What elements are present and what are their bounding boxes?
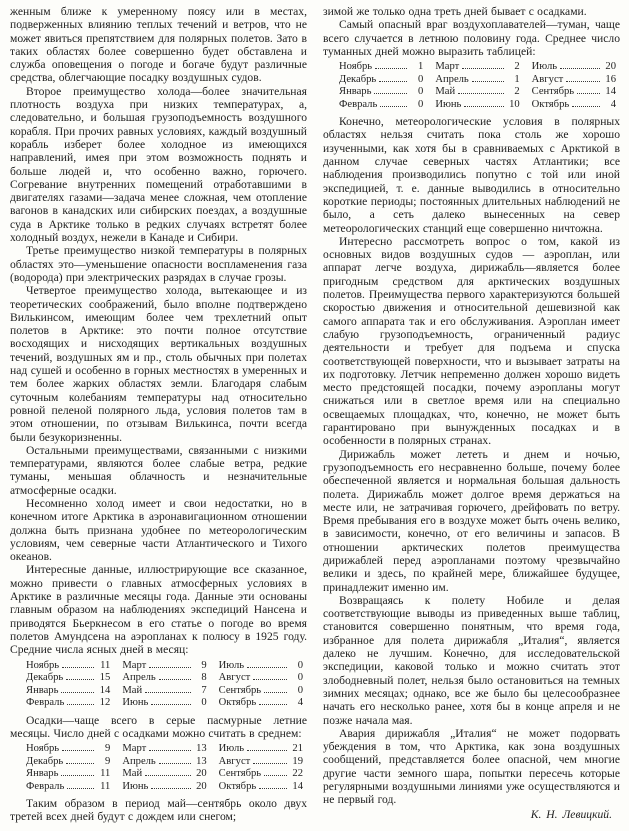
day-count: 7 xyxy=(201,684,207,696)
table-row xyxy=(339,61,618,74)
paragraph: Осадки—чаще всего в серые пасмурные летние месяцы. Число дней с осадками можно считать в среднем: xyxy=(10,713,307,740)
month-value-cell xyxy=(219,756,305,769)
day-count: 20 xyxy=(196,768,207,780)
dot-leader xyxy=(149,667,190,668)
dot-leader xyxy=(247,667,287,668)
paragraph: Интересно рассмотреть вопрос о том, какой из основных видов воздушных судов — аэроплан, или аппарат легче воздуха, дирижабль—является более пригодным средством для арктических воздушных полетов. Преимущества первого характеризуются большей скоростью движения и относительной дешевизной как самого аппарата так и его обслуживания. Аэроплан имеет слабую грузоподъемность, ограниченный радиус деятельности и требует для подъема и спуска соответствующей поверхности, что и вызывает затраты на их подготовку. Летчик непременно должен хорошо видеть место предстоящей посадки, почему аэропланы могут снижаться или в светлое время или на специально освещаемых площадках, что, конечно, не может быть гарантировано при вынужденных посадках и в особенности в полярных странах. xyxy=(323,234,620,448)
month-value-cell xyxy=(219,685,305,698)
paragraph: Возвращаясь к полету Нобиле и делая соответствующие выводы из приведенных выше таблиц, становится совершенно понятным, что время года, избранное для полета дирижабля „Италия“, является далеко не лучшим. Конечно, для исследовательской экспедиции, каковой только и можно считать этот злободневный полет, нельзя было остановиться на темных зимних месяцах; однако, все же было бы целесообразнее начать его несколько ранее, хотя бы в конце апреля и не позже начала мая. xyxy=(323,593,620,727)
dot-leader xyxy=(67,704,94,705)
month-value-cell xyxy=(122,697,218,710)
table-row xyxy=(26,672,305,685)
day-count: 4 xyxy=(610,98,616,110)
dot-leader xyxy=(374,93,407,94)
month-label: Август xyxy=(218,755,251,767)
dot-leader xyxy=(159,679,191,680)
month-value-cell xyxy=(219,697,305,710)
paragraph: Самый опасный враг воздухоплавателей—туман, чаще всего случается в летнюю половину года. Среднее число туманных дней можно выразить таблицей: xyxy=(323,18,620,58)
month-label: Ноябрь xyxy=(26,659,60,671)
month-value-cell xyxy=(26,672,122,685)
day-count: 13 xyxy=(196,755,207,767)
month-label: Ноябрь xyxy=(26,743,60,755)
month-value-cell xyxy=(339,86,435,99)
month-value-cell xyxy=(122,660,218,673)
day-count: 0 xyxy=(201,697,207,709)
paragraph: Четвертое преимущество холода, вытекающее и из теоретических соображений, было вполне подтверждено Вилькинсом, имеющим более чем трехлетний опыт полетов в Арктике: это почти полное отсутствие восходящих и нисходящих вертикальных воздушных течений, воздушных ям и пр., столь обычных при полетах над сушей и особенно в горных местностях в умеренных и тем более жарких областях земли. Благодаря слабым суточным колебаниям температуры над относительно ровной пеленой полярного льда, условия полетов там в этом отношении, по отзывам Вилькинса, почти всегда были безукоризненны. xyxy=(10,284,307,444)
dot-leader xyxy=(61,692,94,693)
clear-days-table xyxy=(10,657,307,714)
day-count: 22 xyxy=(292,768,303,780)
dot-leader xyxy=(151,704,190,705)
month-label: Сентябрь xyxy=(218,768,262,780)
month-label: Июнь xyxy=(122,697,149,709)
dot-leader xyxy=(264,775,287,776)
day-count: 9 xyxy=(105,743,111,755)
dot-leader xyxy=(472,81,504,82)
day-count: 20 xyxy=(196,780,207,792)
month-label: Сентябрь xyxy=(218,684,262,696)
dot-leader xyxy=(62,667,94,668)
month-value-cell xyxy=(435,86,531,99)
month-value-cell xyxy=(532,74,618,87)
month-value-cell xyxy=(122,756,218,769)
dot-leader xyxy=(149,750,190,751)
month-label: Февраль xyxy=(26,780,65,792)
month-label: Январь xyxy=(26,768,59,780)
month-value-cell xyxy=(26,768,122,781)
day-count: 12 xyxy=(99,697,111,709)
month-value-cell xyxy=(122,685,218,698)
month-value-cell xyxy=(219,768,305,781)
day-count: 1 xyxy=(418,61,424,73)
day-count: 2 xyxy=(514,61,520,73)
table-row xyxy=(26,768,305,781)
dot-leader xyxy=(66,763,94,764)
month-label: Май xyxy=(122,768,143,780)
dot-leader xyxy=(464,106,503,107)
paragraph: Конечно, метеорологические условия в полярных областях нельзя считать пока столь же хорошо изученными, как хотя бы в сравниваемых с Арктикой в данном случае северных частях Атлантики; все наблюдения производились попутно с той или иной экспедицией, т. е. данные выводились в относительно короткие периоды; постоянных длительных наблюдений не было, а сеть далеко вынесенных на север метеорологических станций еще совершенно ничтожна. xyxy=(323,115,620,235)
month-value-cell xyxy=(26,743,122,756)
dot-leader xyxy=(458,93,504,94)
month-value-cell xyxy=(532,99,618,112)
month-label: Апрель xyxy=(122,672,156,684)
dot-leader xyxy=(380,106,407,107)
left-column xyxy=(10,5,307,827)
month-label: Январь xyxy=(339,86,372,98)
table-row xyxy=(339,86,618,99)
month-label: Май xyxy=(122,684,143,696)
month-label: Февраль xyxy=(339,98,378,110)
month-label: Июнь xyxy=(122,780,149,792)
day-count: 21 xyxy=(292,743,303,755)
month-value-cell xyxy=(26,781,122,794)
month-label: Сентябрь xyxy=(531,86,575,98)
dot-leader xyxy=(159,763,191,764)
paragraph: Остальными преимуществами, связанными с низкими температурами, являются более слабые ветра, редкие туманы, меньшая облачность и незначительные атмосферные осадки. xyxy=(10,443,307,497)
paragraph: Дирижабль может лететь и днем и ночью, грузоподъемность его несравненно больше, почему более обеспеченной является и нормальная большая дальность полета. Дирижабль может долгое время держаться на месте или, не затрачивая горючего, дрейфовать по ветру. Время пребывания его в воздухе может быть очень велико, в зависимости, конечно, от его величины и запасов. В отношении арктических полетов преимущества дирижаблей перед аэропланами поэтому чрезвычайно велики и здесь, по крайней мере, ближайшее будущее, принадлежит именно им. xyxy=(323,447,620,594)
month-value-cell xyxy=(435,99,531,112)
dot-leader xyxy=(259,788,287,789)
month-value-cell xyxy=(219,660,305,673)
right-column xyxy=(323,5,620,827)
foggy-days-table xyxy=(323,58,620,115)
month-value-cell xyxy=(532,61,618,74)
month-label: Октябрь xyxy=(218,780,257,792)
dot-leader xyxy=(560,68,600,69)
dot-leader xyxy=(577,93,600,94)
month-value-cell xyxy=(26,685,122,698)
table-row xyxy=(26,660,305,673)
day-count: 8 xyxy=(201,672,207,684)
month-value-cell xyxy=(339,61,435,74)
month-value-cell xyxy=(435,61,531,74)
dot-leader xyxy=(566,81,600,82)
month-label: Декабрь xyxy=(26,755,64,767)
dot-leader xyxy=(572,106,600,107)
dot-leader xyxy=(247,750,287,751)
dot-leader xyxy=(264,692,287,693)
month-value-cell xyxy=(26,697,122,710)
paragraph: Несомненно холод имеет и свои недостатки, но в конечном итоге Арктика в аэронавигационном отношении должна быть признана удобнее по метеорологическим условиям, чем северные части Атлантического и Тихого океанов. xyxy=(10,496,307,564)
month-value-cell xyxy=(122,781,218,794)
dot-leader xyxy=(462,68,503,69)
day-count: 11 xyxy=(100,780,111,792)
month-label: Февраль xyxy=(26,697,65,709)
month-label: Январь xyxy=(26,684,59,696)
day-count: 15 xyxy=(99,672,111,684)
month-label: Октябрь xyxy=(218,697,257,709)
month-label: Декабрь xyxy=(26,672,64,684)
day-count: 0 xyxy=(418,86,424,98)
month-label: Май xyxy=(435,86,456,98)
month-label: Март xyxy=(122,743,147,755)
month-value-cell xyxy=(219,743,305,756)
precipitation-days-table xyxy=(10,740,307,797)
paragraph: Третье преимущество низкой температуры в полярных областях это—уменьшение опасности воспламенения газа (водорода) при электрических разрядах в случае грозы. xyxy=(10,244,307,284)
table-row xyxy=(339,99,618,112)
day-count: 20 xyxy=(605,61,616,73)
day-count: 14 xyxy=(605,86,616,98)
paragraph: Второе преимущество холода—более значительная плотность воздуха при низких температурах, а, следовательно, и большая грузоподъемность воздушного корабля. При прочих равных условиях, каждый воздушный корабль изберет более холодное из имеющихся направлений, имея при этом возможность поднять и больше людей и, что особенно важно, горючего. Согревание внутренних помещений отработавшими в двигателях газами—задача менее сложная, чем отопление вагонов в канадских или сибирских поездах, а воздушные суда в Арктике только в редких случаях встретят более холодный воздух, нежели в Канаде и Сибири. xyxy=(10,84,307,245)
table-row xyxy=(339,74,618,87)
table-row xyxy=(26,781,305,794)
day-count: 0 xyxy=(297,659,303,671)
author-signature: К. Н. Левицкий. xyxy=(530,807,612,821)
paragraph: женным ближе к умеренному поясу или в местах, подверженных влиянию теплых течений и ветров, что не может явиться препятствием для полярных полетов. Зато в таких областях более совершенно будет обставлена и служба оповещения о погоде и богаче будут различные средства, облегчающие посадку воздушных судов. xyxy=(10,5,307,85)
day-count: 13 xyxy=(196,743,207,755)
month-label: Ноябрь xyxy=(339,61,373,73)
day-count: 16 xyxy=(605,73,616,85)
month-value-cell xyxy=(339,74,435,87)
month-value-cell xyxy=(122,743,218,756)
day-count: 9 xyxy=(105,755,111,767)
day-count: 11 xyxy=(100,659,111,671)
month-label: Август xyxy=(218,672,251,684)
dot-leader xyxy=(259,704,287,705)
table-row xyxy=(26,697,305,710)
day-count: 0 xyxy=(418,73,424,85)
day-count: 0 xyxy=(297,672,303,684)
dot-leader xyxy=(253,763,287,764)
month-label: Март xyxy=(435,61,460,73)
month-label: Июнь xyxy=(435,98,462,110)
month-value-cell xyxy=(435,74,531,87)
dot-leader xyxy=(66,679,94,680)
month-value-cell xyxy=(122,768,218,781)
month-value-cell xyxy=(219,672,305,685)
month-label: Декабрь xyxy=(339,73,377,85)
day-count: 4 xyxy=(297,697,303,709)
month-value-cell xyxy=(26,756,122,769)
dot-leader xyxy=(253,679,287,680)
dot-leader xyxy=(62,750,94,751)
month-value-cell xyxy=(26,660,122,673)
day-count: 14 xyxy=(99,684,111,696)
dot-leader xyxy=(67,788,94,789)
day-count: 9 xyxy=(201,659,207,671)
month-label: Июль xyxy=(218,659,245,671)
month-value-cell xyxy=(339,99,435,112)
day-count: 10 xyxy=(509,98,520,110)
month-value-cell xyxy=(219,781,305,794)
paragraph: Авария дирижабля „Италия“ не может подорвать убеждения в том, что Арктика, как зона воздушных сообщений, представляется более опасной, чем многие другие части земного шара, попытки пересечь которые регулярными воздушными линиями уже осуществляются и не первый год. xyxy=(323,726,620,807)
day-count: 0 xyxy=(418,98,424,110)
month-label: Апрель xyxy=(435,73,469,85)
day-count: 1 xyxy=(514,73,520,85)
table-row xyxy=(26,743,305,756)
day-count: 11 xyxy=(100,768,111,780)
month-label: Апрель xyxy=(122,755,156,767)
dot-leader xyxy=(375,68,407,69)
day-count: 2 xyxy=(514,86,520,98)
paragraph: Таким образом в период май—сентябрь около двух третей всех дней будут с дождем или снегом; xyxy=(10,797,307,824)
day-count: 14 xyxy=(292,780,303,792)
paragraph: Интересные данные, иллюстрирующие все сказанное, можно привести о главных атмосферных условиях в Арктике в различные месяцы года. Данные эти основаны главным образом на наблюдениях экспедиций Нансена и приводятся Бьеркнесом в его статье о погоде во время полетов Амундсена на аэропланах к полюсу в 1925 году. Средние числа ясных дней в месяц: xyxy=(10,563,307,657)
table-row xyxy=(26,756,305,769)
dot-leader xyxy=(151,788,190,789)
paragraph: зимой же только одна треть дней бывает с осадками. xyxy=(323,5,587,18)
day-count: 19 xyxy=(292,755,303,767)
day-count: 0 xyxy=(297,684,303,696)
month-value-cell xyxy=(122,672,218,685)
month-label: Август xyxy=(531,73,564,85)
dot-leader xyxy=(145,775,191,776)
table-row xyxy=(26,685,305,698)
dot-leader xyxy=(145,692,191,693)
dot-leader xyxy=(61,775,94,776)
month-label: Октябрь xyxy=(531,98,570,110)
month-label: Март xyxy=(122,659,147,671)
month-label: Июль xyxy=(531,61,558,73)
month-label: Июль xyxy=(218,743,245,755)
dot-leader xyxy=(379,81,407,82)
month-value-cell xyxy=(532,86,618,99)
